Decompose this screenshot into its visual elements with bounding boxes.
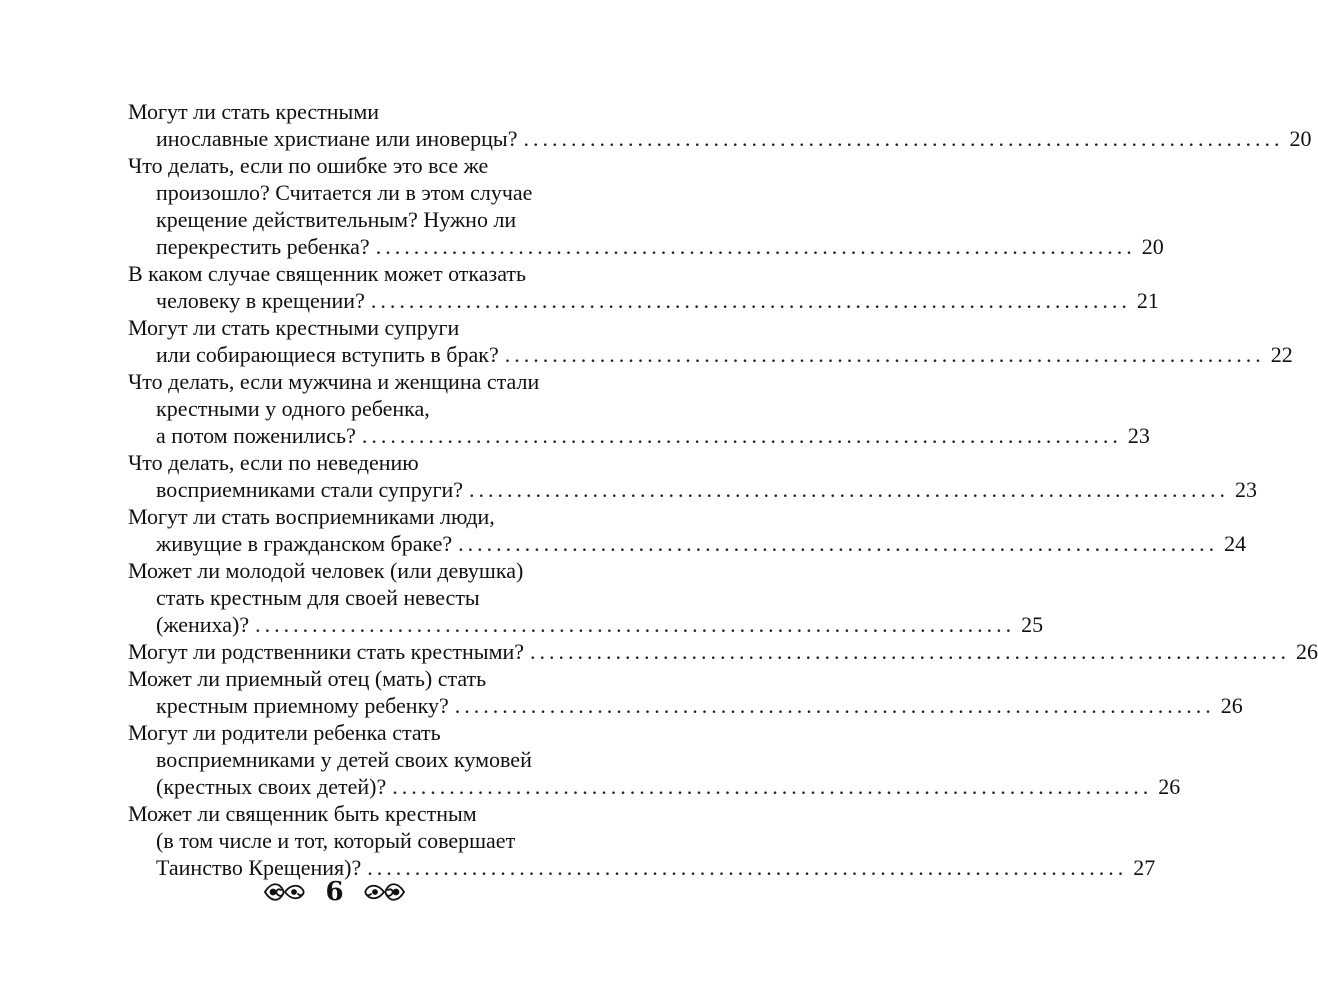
toc-entry-last-line [128,125,1312,152]
toc-entry [128,260,1159,314]
toc-entry-line: Что делать, если по ошибке это все же [128,153,489,178]
toc-page-number: 23 [1127,423,1150,448]
toc-entry-title-end: (жениха)? [156,612,250,637]
toc-entry-last-line [128,341,1293,368]
toc-page-number: 20 [1141,234,1164,259]
toc-page-number: 26 [1296,639,1318,664]
toc-page-number: 21 [1136,288,1159,313]
toc-entry-last-line [128,692,1243,719]
toc-entry-last-line [128,611,1044,638]
toc-entry-last-line [128,530,1247,557]
page-number: 6 [325,877,344,907]
toc-entry [128,557,1044,638]
toc-entry [128,503,1247,557]
toc-page-number: 27 [1133,855,1156,880]
toc-entry-line: Что делать, если мужчина и женщина стали [128,369,540,394]
toc-entry-last-line [128,773,1181,800]
toc-entry-last-line [128,638,1318,665]
dot-leader: ................................................................................ [458,531,1219,556]
toc-entry-line: (в том числе и тот, который совершает [156,828,516,853]
toc-entry-line: крещение действительным? Нужно ли [156,207,517,232]
toc-page-number: 26 [1158,774,1181,799]
toc-entry-line: В каком случае священник может отказать [128,261,527,286]
toc-page-number: 26 [1220,693,1243,718]
toc-entry-title-end: или собирающиеся вступить в брак? [156,342,499,367]
toc-entry [128,314,1293,368]
dot-leader: ................................................................................ [523,126,1284,151]
dot-leader: ................................................................................ [469,477,1230,502]
page-footer [0,872,669,912]
toc-entry-title-end: а потом поженились? [156,423,356,448]
dot-leader: ................................................................................ [367,855,1128,880]
toc-entry [128,368,1150,449]
toc-entry-line: Что делать, если по неведению [128,450,419,475]
floral-ornament-right-icon [362,878,408,906]
toc-page-number: 22 [1270,342,1293,367]
toc-page-number: 23 [1235,477,1258,502]
toc-entry [128,800,1156,881]
toc-entry [128,152,1164,260]
toc-entry-title-end: Таинство Крещения)? [156,855,362,880]
toc-entry-title-end: (крестных своих детей)? [156,774,387,799]
toc-entry [128,638,1318,665]
table-of-contents [128,98,1318,881]
toc-entry-line: Могут ли стать крестными [128,99,380,124]
toc-entry [128,449,1258,503]
toc-entry-line: Может ли приемный отец (мать) стать [128,666,487,691]
dot-leader: ................................................................................ [255,612,1016,637]
toc-entry-line: крестными у одного ребенка, [156,396,430,421]
toc-entry-title-end: восприемниками стали супруги? [156,477,464,502]
toc-page-number: 24 [1224,531,1247,556]
toc-entry-last-line [128,287,1159,314]
toc-entry-line: восприемниками у детей своих кумовей [156,747,532,772]
toc-entry-line: Могут ли родители ребенка стать [128,720,441,745]
toc-entry-last-line [128,233,1164,260]
toc-entry [128,719,1181,800]
toc-entry-title-end: Могут ли родственники стать крестными? [128,639,525,664]
toc-entry [128,665,1243,719]
dot-leader: ................................................................................ [504,342,1265,367]
toc-entry-line: Может ли священник быть крестным [128,801,477,826]
dot-leader: ................................................................................ [375,234,1136,259]
toc-entry-line: произошло? Считается ли в этом случае [156,180,533,205]
toc-page-number: 25 [1021,612,1044,637]
toc-entry-line: Могут ли стать крестными супруги [128,315,460,340]
toc-entry-title-end: инославные христиане или иноверцы? [156,126,518,151]
floral-ornament-left-icon [261,878,307,906]
dot-leader: ................................................................................ [530,639,1291,664]
toc-entry-line: Может ли молодой человек (или девушка) [128,558,524,583]
dot-leader: ................................................................................ [370,288,1131,313]
toc-entry [128,98,1312,152]
dot-leader: ................................................................................ [361,423,1122,448]
toc-page-number: 20 [1289,126,1312,151]
toc-entry-title-end: живущие в гражданском браке? [156,531,453,556]
toc-entry-title-end: крестным приемному ребенку? [156,693,449,718]
dot-leader: ................................................................................ [392,774,1153,799]
toc-entry-title-end: перекрестить ребенка? [156,234,370,259]
dot-leader: ................................................................................ [454,693,1215,718]
toc-entry-last-line [128,422,1150,449]
toc-entry-title-end: человеку в крещении? [156,288,365,313]
toc-entry-line: Могут ли стать восприемниками люди, [128,504,495,529]
toc-entry-last-line [128,476,1258,503]
toc-entry-line: стать крестным для своей невесты [156,585,480,610]
